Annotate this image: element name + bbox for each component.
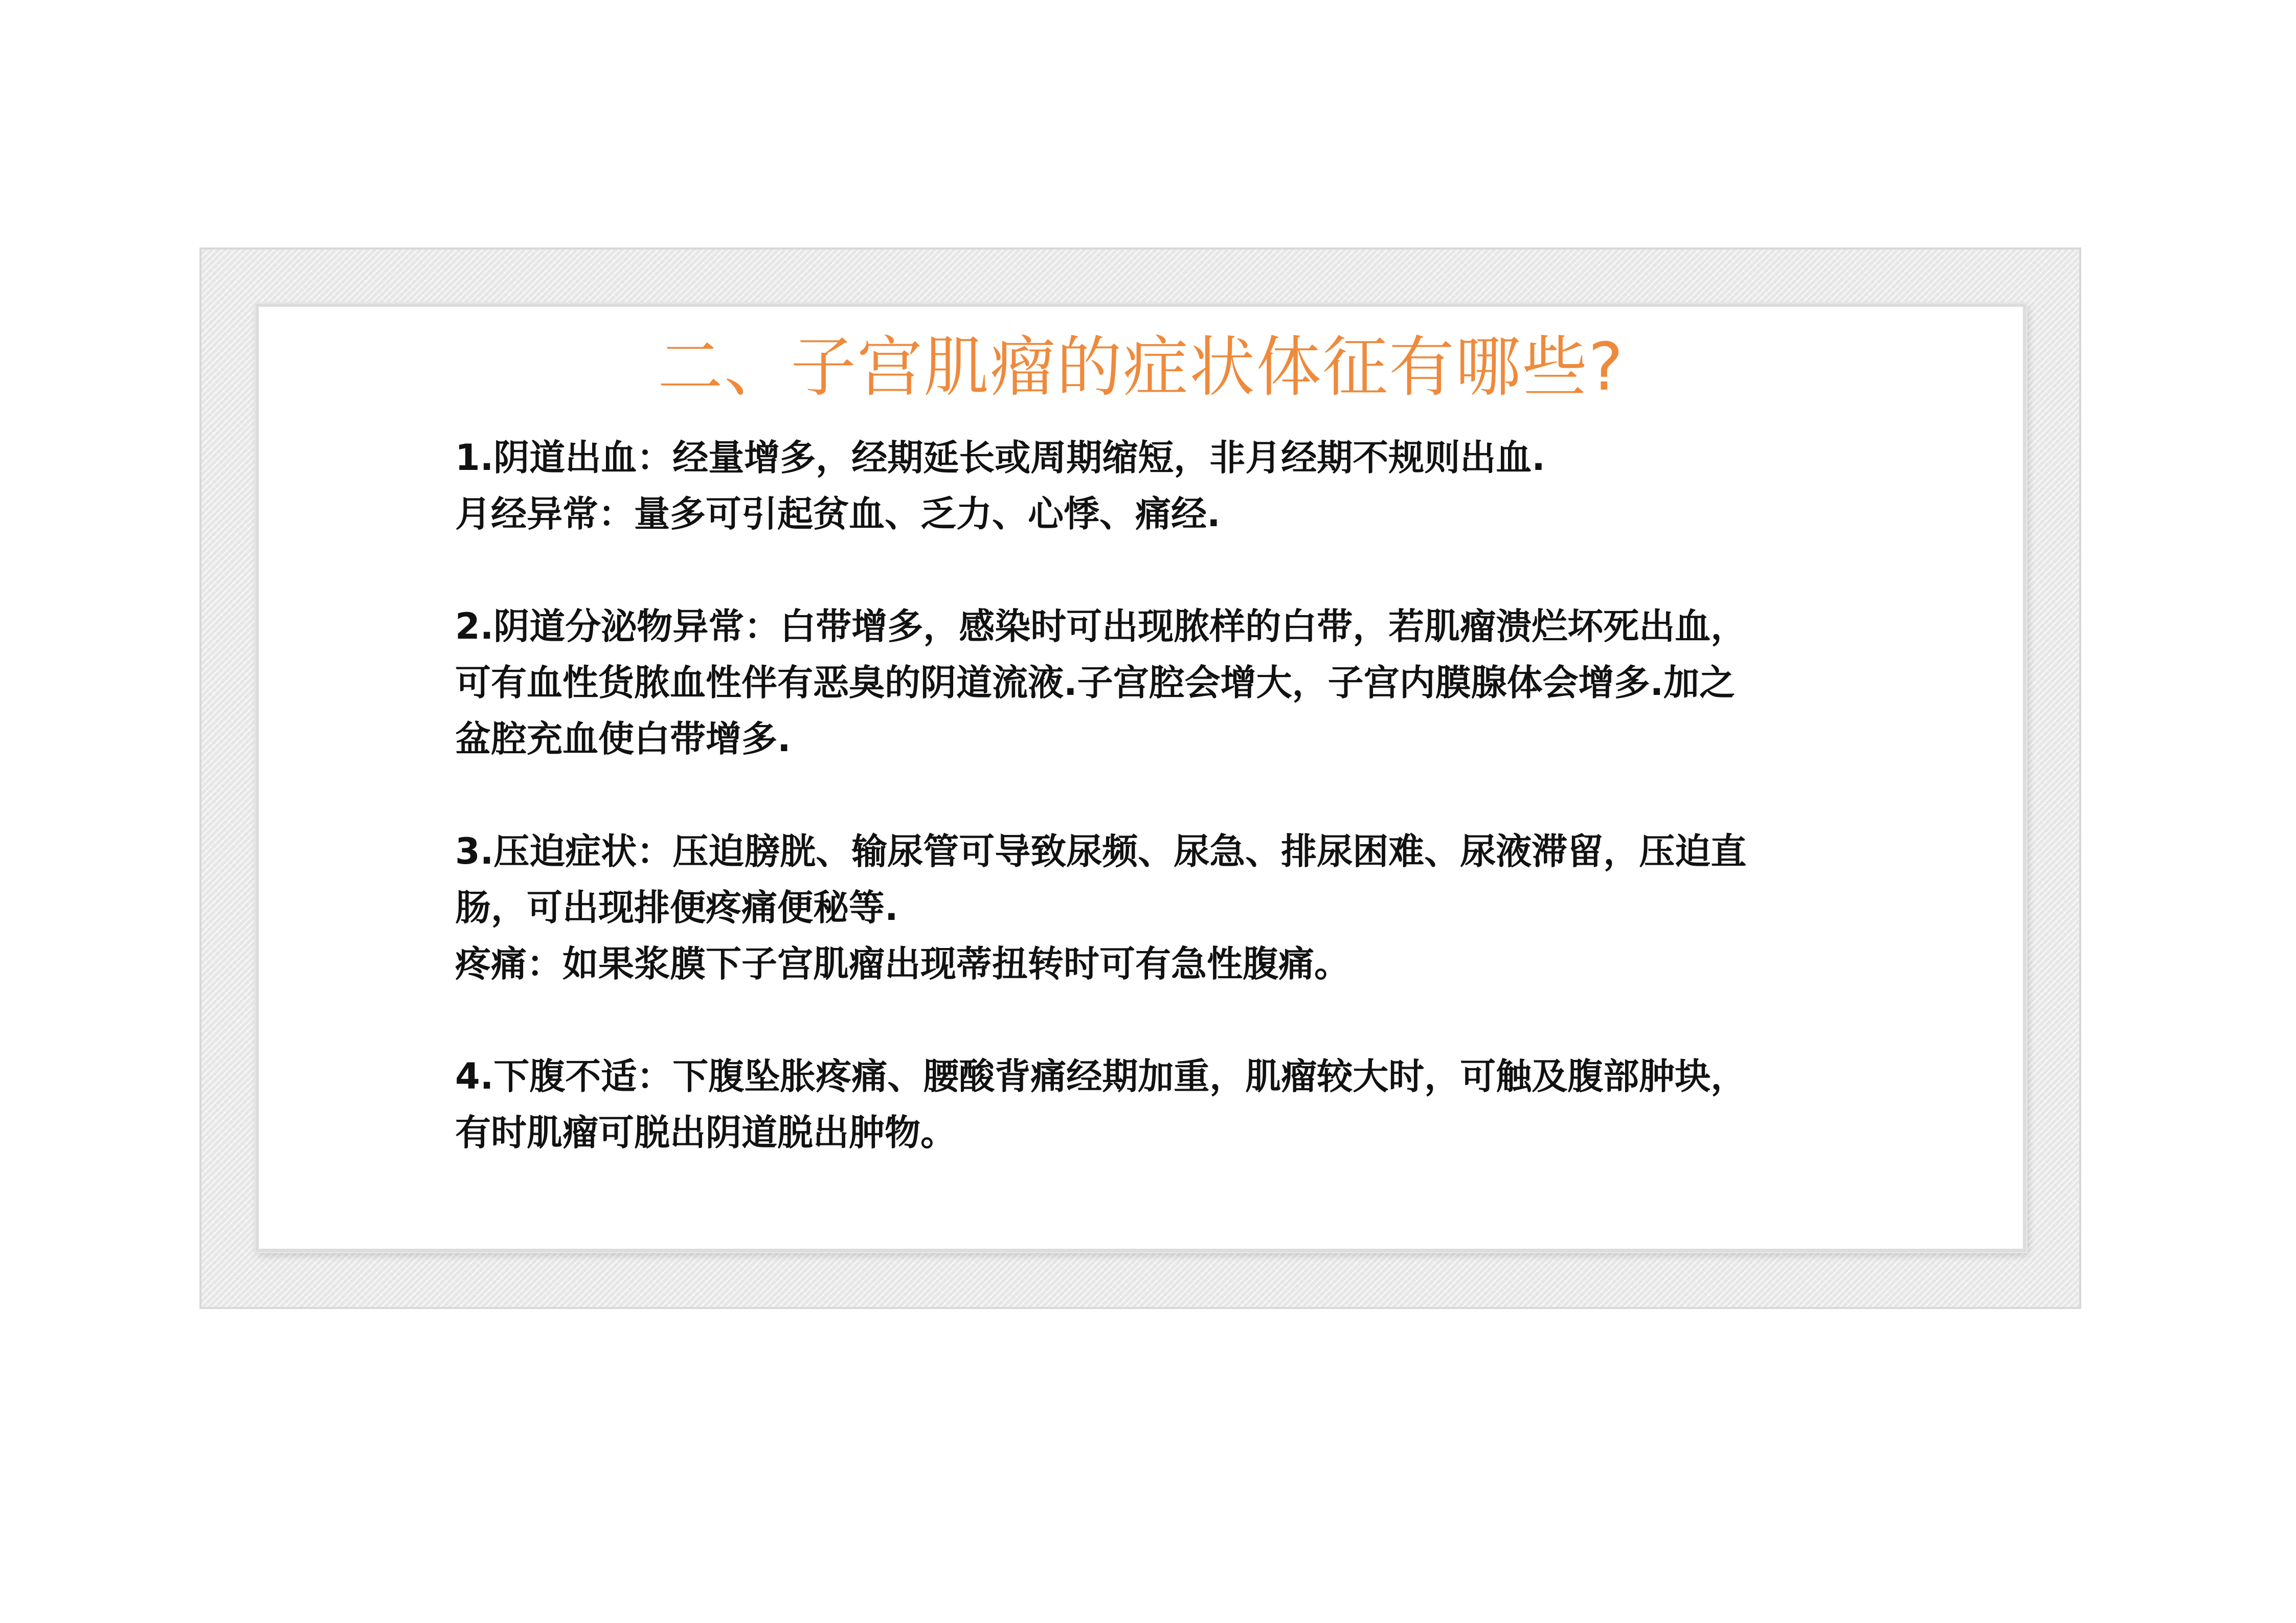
text-line: 2.阴道分泌物异常：白带增多，感染时可出现脓样的白带，若肌瘤溃烂坏死出血， [455, 605, 1747, 647]
symptom-section-bleeding [455, 430, 1887, 542]
text-line: 3.压迫症状：压迫膀胱、输尿管可导致尿频、尿急、排尿困难、尿液滞留，压迫直 [455, 830, 1747, 872]
text-line: 盆腔充血使白带增多. [455, 718, 791, 760]
text-line: 1.阴道出血：经量增多，经期延长或周期缩短，非月经期不规则出血. [455, 437, 1545, 479]
text-line: 月经异常：量多可引起贫血、乏力、心悸、痛经. [455, 493, 1221, 535]
symptom-section-discharge [455, 598, 1887, 767]
text-line: 可有血性货脓血性伴有恶臭的阴道流液.子宫腔会增大，子宫内膜腺体会增多.加之 [455, 662, 1736, 704]
text-line: 有时肌瘤可脱出阴道脱出肿物。 [455, 1112, 956, 1154]
symptom-section-compression [455, 823, 1887, 992]
text-line: 4.下腹不适：下腹坠胀疼痛、腰酸背痛经期加重，肌瘤较大时，可触及腹部肿块， [455, 1055, 1747, 1097]
text-line: 肠，可出现排便疼痛便秘等. [455, 887, 898, 929]
symptom-list [455, 430, 1887, 1217]
slide-frame [199, 247, 2081, 1309]
slide-card [256, 304, 2026, 1252]
slide-title: 二、子宫肌瘤的症状体征有哪些? [658, 329, 1624, 405]
text-line: 疼痛：如果浆膜下子宫肌瘤出现蒂扭转时可有急性腹痛。 [455, 943, 1350, 985]
symptom-section-discomfort [455, 1048, 1887, 1161]
